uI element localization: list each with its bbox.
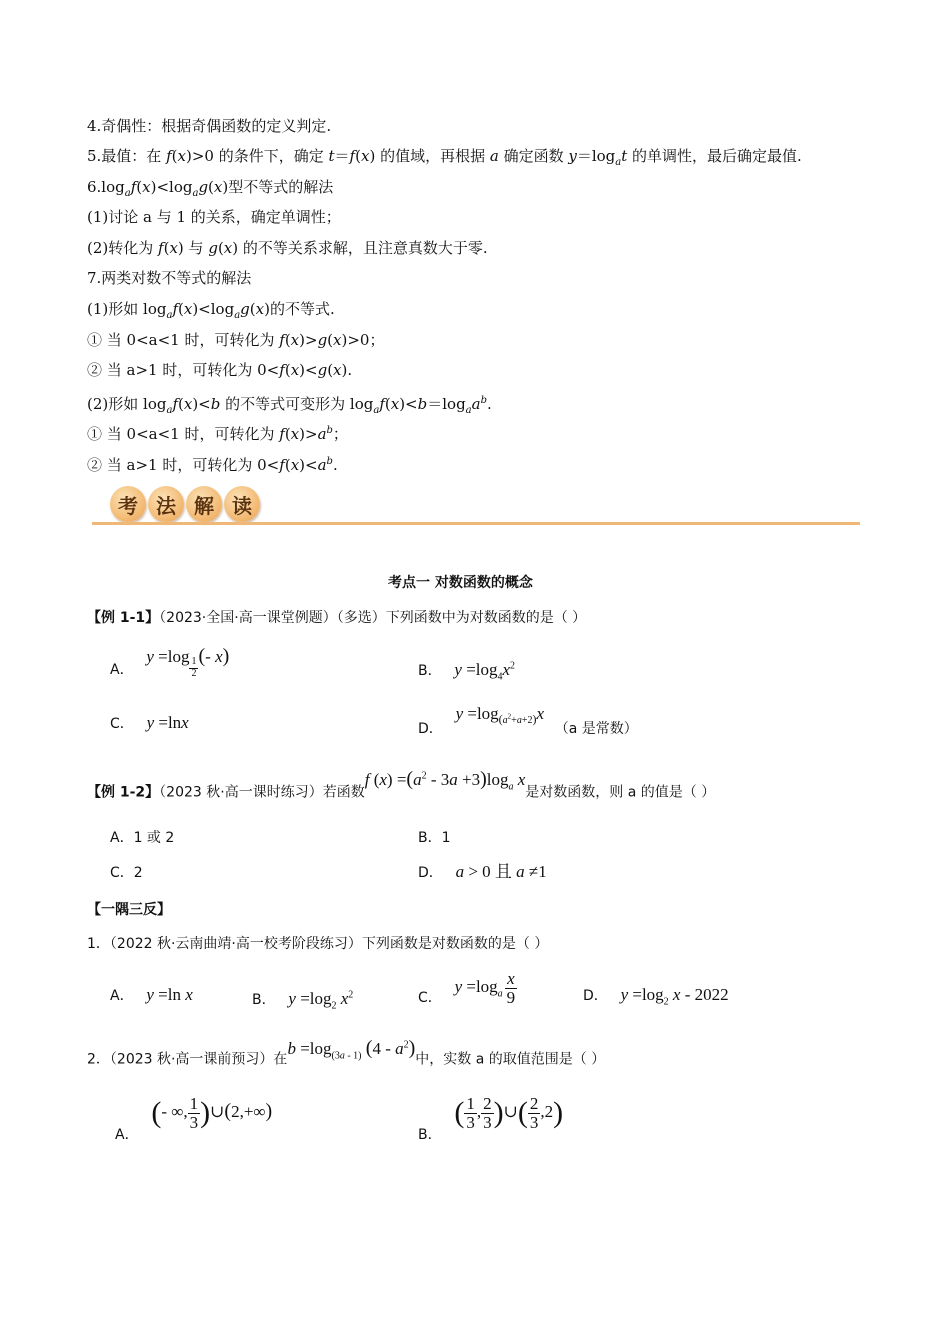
theory-case-2a: ② 当 a>1 时，可转化为 0<f(x)<g(x). bbox=[87, 361, 353, 379]
q2-option-a[interactable]: A． (- ∞, $\frac{1}{3}$ )∪(2,+∞) bbox=[115, 1094, 273, 1144]
q1-option-b[interactable]: B． $y =\log_2$ $x^2$ bbox=[252, 988, 354, 1012]
banner-char-4: 读 bbox=[224, 486, 260, 522]
banner-char-3: 解 bbox=[186, 486, 222, 522]
ex1-2-option-c[interactable]: C．2 bbox=[110, 865, 143, 881]
theory-line-6-1: (1)讨论 a 与 1 的关系，确定单调性； bbox=[87, 208, 341, 226]
ex1-1-option-c[interactable]: C． y =lnx bbox=[110, 713, 189, 732]
theory-line-7-1: (1)形如 $\log_af(x)<\log_ag(x)$的不等式. bbox=[87, 300, 335, 321]
ex1-2-option-d[interactable]: D． a > 0 且 a ≠1 bbox=[418, 862, 547, 881]
q1-option-a[interactable]: A． y =ln x bbox=[110, 985, 193, 1004]
ex1-2-option-b[interactable]: B．1 bbox=[418, 830, 451, 846]
banner-underline bbox=[92, 522, 860, 525]
practice-heading: 【一隅三反】 bbox=[87, 902, 171, 918]
ex1-2-option-a[interactable]: A．1 或 2 bbox=[110, 830, 175, 846]
example-1-2-question: 【例 1-2】（2023 秋·高一课时练习）若函数f $(x) =(a^2 - 3a +3)\log_a$ x是对数函数，则 a 的值是（ ） bbox=[87, 767, 716, 801]
theory-line-6-2: (2)转化为 f(x) 与 g(x) 的不等关系求解，且注意真数大于零. bbox=[87, 239, 488, 257]
ex1-1-option-b[interactable]: B． $y =\log_4x^2$ bbox=[418, 659, 516, 683]
q1-option-d[interactable]: D． $y =\log_2$ x - 2022 bbox=[583, 985, 729, 1008]
example-1-1-question: 【例 1-1】（2023·全国·高一课堂例题）（多选）下列函数中为对数函数的是（ ） bbox=[87, 610, 587, 626]
q2-option-b[interactable]: B． ( $\frac{1}{3}$ , $\frac{2}{3}$ )∪( $\frac{2}{3}$ ,2) bbox=[418, 1094, 564, 1144]
ex1-1-option-d[interactable]: D． $y =\log_{(a^2+a+2)}x$ （a 是常数） bbox=[418, 704, 638, 737]
theory-line-7: 7.两类对数不等式的解法 bbox=[87, 269, 252, 287]
banner-char-1: 考 bbox=[110, 486, 146, 522]
q1-option-c[interactable]: C． $y =\log_a$ $\frac{x}{9}$ bbox=[418, 969, 516, 1007]
theory-case-1a: ① 当 0<a<1 时，可转化为 f(x)>g(x)>0； bbox=[87, 331, 385, 349]
theory-line-6: $6.\log_af(x)<\log_ag(x)$型不等式的解法 bbox=[87, 178, 334, 199]
theory-line-7-2: (2)形如 $\log_af(x)<b$ 的不等式可变形为 $\log_af(x)<b=\log_aa^b$. bbox=[87, 395, 492, 416]
section-title: 考点一 对数函数的概念 bbox=[388, 575, 533, 591]
ex1-1-option-a[interactable]: A． y =log $\frac{1}{2}$ (- x) bbox=[110, 645, 230, 679]
theory-case-1b: ① 当 0<a<1 时，可转化为 $f(x)>a^b$； bbox=[87, 425, 348, 443]
practice-q2: 2．（2023 秋·高一课前预习）在$b =\log_{(3a - 1)}$ $(4 - a^2)$中，实数 a 的取值范围是（ ） bbox=[87, 1036, 606, 1068]
theory-line-4: 4.奇偶性：根据奇偶函数的定义判定. bbox=[87, 117, 332, 135]
theory-line-5: 5.最值：在 f(x)>0 的条件下，确定 t＝f(x) 的值域，再根据 a 确定函数 $y=\log_at$ 的单调性，最后确定最值. bbox=[87, 147, 802, 168]
banner-char-2: 法 bbox=[148, 486, 184, 522]
practice-q1: 1．（2022 秋·云南曲靖·高一校考阶段练习）下列函数是对数函数的是（ ） bbox=[87, 936, 549, 952]
theory-case-2b: ② 当 a>1 时，可转化为 $0<f(x)<a^b$. bbox=[87, 456, 338, 474]
